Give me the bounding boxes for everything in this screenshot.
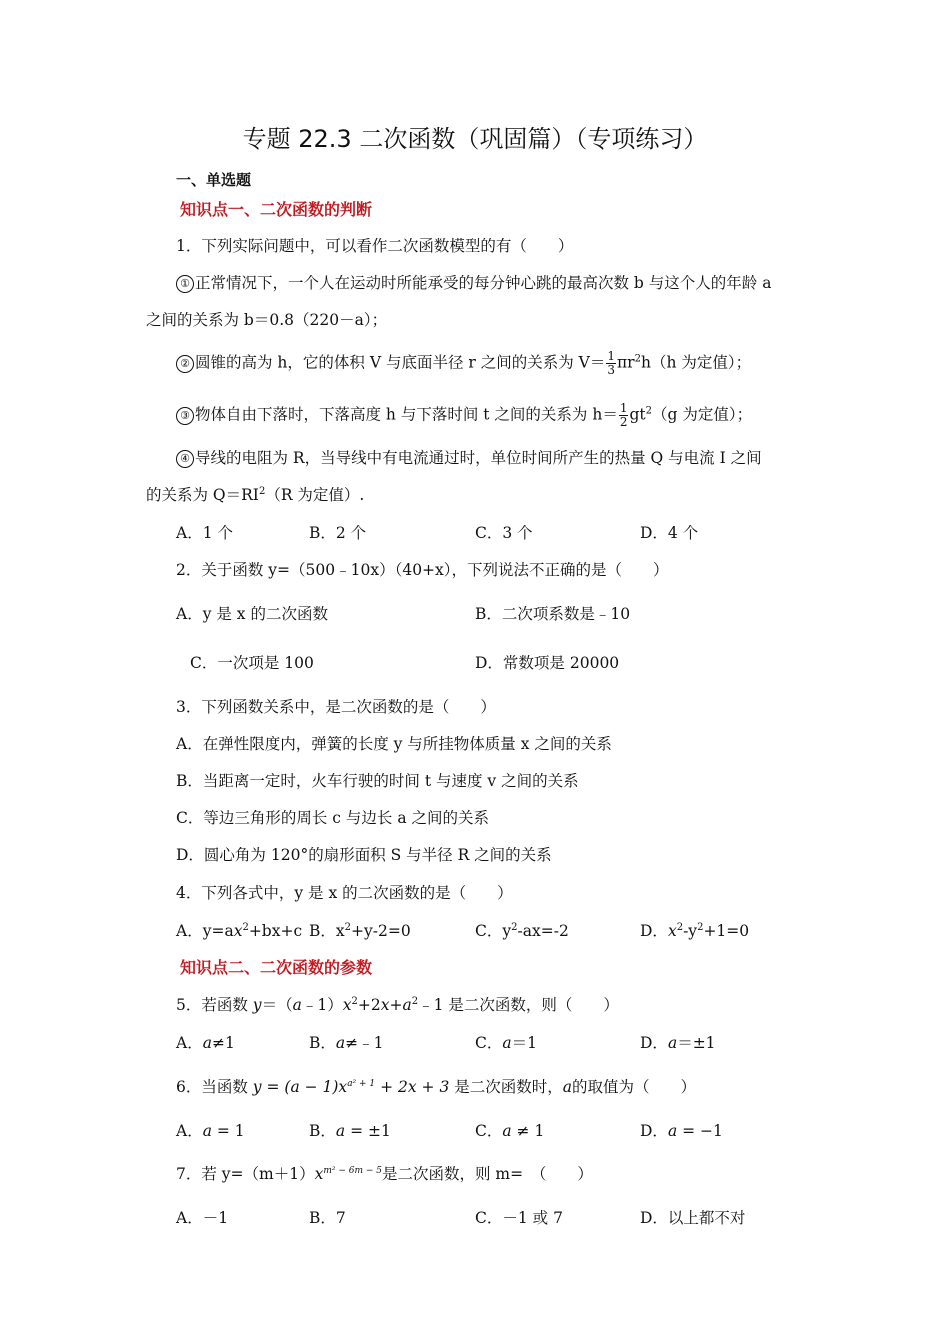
question-7-option-d: D．以上都不对 [640, 1209, 746, 1227]
knowledge-point-1-heading: 知识点一、二次函数的判断 [180, 200, 373, 219]
question-1-item-4 [176, 448, 762, 468]
superscript: 2 [645, 405, 653, 417]
question-6-option-b: B．a = ±1 [309, 1122, 391, 1140]
question-4-option-d: D．$x^2-y^2+1=0$ [640, 921, 750, 940]
question-1-item-1-cont: 之间的关系为 b＝0.8（220－a）； [146, 311, 388, 329]
item-1-text: 正常情况下，一个人在运动时所能承受的每分钟心跳的最高次数 b 与这个人的年龄 a [195, 274, 772, 292]
circled-number-1: ① [176, 275, 194, 293]
question-1-item-2 [176, 350, 751, 377]
question-2-option-d: D．常数项是 20000 [475, 654, 620, 672]
question-4-option-c: C．$y^2-ax=-2$ [475, 921, 569, 940]
question-3-option-b: B．当距离一定时，火车行驶的时间 t 与速度 v 之间的关系 [176, 772, 579, 790]
item-2-text: 圆锥的高为 h，它的体积 V 与底面半径 r 之间的关系为 V＝ [195, 353, 606, 372]
question-1-option-a: A．1 个 [176, 524, 233, 542]
question-6-stem: 6．当函数 $y = (a - 1)x^{a^2 + 1} + 2x + 3$ 是二次函数时，a的取值为（ ） [176, 1078, 697, 1096]
question-5-stem: 5．若函数 $y=(a﹣1)x^2+2x+a^2﹣1$ 是二次函数，则（ ） [176, 995, 619, 1014]
item-4-tail: （R 为定值）. [265, 486, 365, 504]
question-1-option-c: C．3 个 [475, 524, 533, 542]
item-4-text: 导线的电阻为 R，当导线中有电流通过时，单位时间所产生的热量 Q 与电流 I 之间 [195, 449, 762, 467]
page-title: 专题 22.3 二次函数（巩固篇）（专项练习） [242, 125, 708, 153]
superscript: 2 [258, 485, 266, 497]
question-3-option-c: C．等边三角形的周长 c 与边长 a 之间的关系 [176, 809, 489, 827]
question-5-option-b: B．a≠﹣1 [309, 1034, 384, 1052]
section-heading: 一、单选题 [176, 171, 252, 189]
question-7-option-c: C．－1 或 7 [475, 1209, 563, 1227]
question-1-item-4-cont [146, 485, 364, 505]
question-4-option-a: A．$y=ax^2+bx+c$ [176, 921, 303, 940]
knowledge-point-2-heading: 知识点二、二次函数的参数 [180, 958, 373, 977]
question-1-stem: 1．下列实际问题中，可以看作二次函数模型的有（ ） [176, 237, 574, 255]
function-expression: y = (a − 1)x [252, 1078, 348, 1096]
question-1-item-1 [176, 273, 771, 293]
question-5-option-c: C．a＝1 [475, 1034, 537, 1052]
question-3-option-a: A．在弹性限度内，弹簧的长度 y 与所挂物体质量 x 之间的关系 [176, 735, 612, 753]
item-2-tail: h（h 为定值）； [640, 353, 752, 372]
item-3-tail: （g 为定值）； [652, 405, 753, 424]
item-2-formula: πr [616, 353, 635, 372]
circled-number-3: ③ [176, 407, 194, 425]
superscript: 2 [634, 353, 641, 365]
question-7-option-a: A．－1 [176, 1209, 229, 1227]
item-3-formula: gt [629, 405, 646, 424]
question-7-option-b: B．7 [309, 1209, 346, 1227]
question-3-option-d: D．圆心角为 120°的扇形面积 S 与半径 R 之间的关系 [176, 846, 552, 864]
question-5-option-d: D．a＝±1 [640, 1034, 716, 1052]
item-3-text: 物体自由下落时，下落高度 h 与下落时间 t 之间的关系为 h＝ [195, 405, 618, 424]
question-5-option-a: A．a≠1 [176, 1034, 235, 1052]
question-2-stem: 2．关于函数 y=（500﹣10x）（40+x），下列说法不正确的是（ ） [176, 561, 669, 579]
question-1-option-d: D．4 个 [640, 524, 699, 542]
question-6-option-d: D．a = −1 [640, 1122, 723, 1140]
question-1-option-b: B．2 个 [309, 524, 367, 542]
question-2-option-b: B．二次项系数是﹣10 [475, 605, 631, 623]
question-2-option-c: C．一次项是 100 [190, 654, 314, 672]
question-2-option-a: A．y 是 x 的二次函数 [176, 605, 328, 623]
question-1-item-3 [176, 402, 752, 429]
fraction-one-third: $\frac{1}{3}$ [607, 349, 615, 377]
question-7-stem: 7．若 $y=(m+1)x^{m^2 - 6m - 5}$是二次函数，则 m= （ ） [176, 1165, 593, 1183]
fraction-one-half: $\frac{1}{2}$ [619, 401, 628, 429]
circled-number-2: ② [176, 355, 194, 373]
question-6-option-a: A．a = 1 [176, 1122, 245, 1140]
question-4-stem: 4．下列各式中，y 是 x 的二次函数的是（ ） [176, 884, 513, 902]
question-3-stem: 3．下列函数关系中，是二次函数的是（ ） [176, 698, 496, 716]
question-6-option-c: C．a ≠ 1 [475, 1122, 545, 1140]
item-4-formula: 的关系为 Q＝RI [146, 486, 259, 504]
circled-number-4: ④ [176, 450, 194, 468]
question-4-option-b: B．$x^2+y-2=0$ [309, 921, 411, 940]
